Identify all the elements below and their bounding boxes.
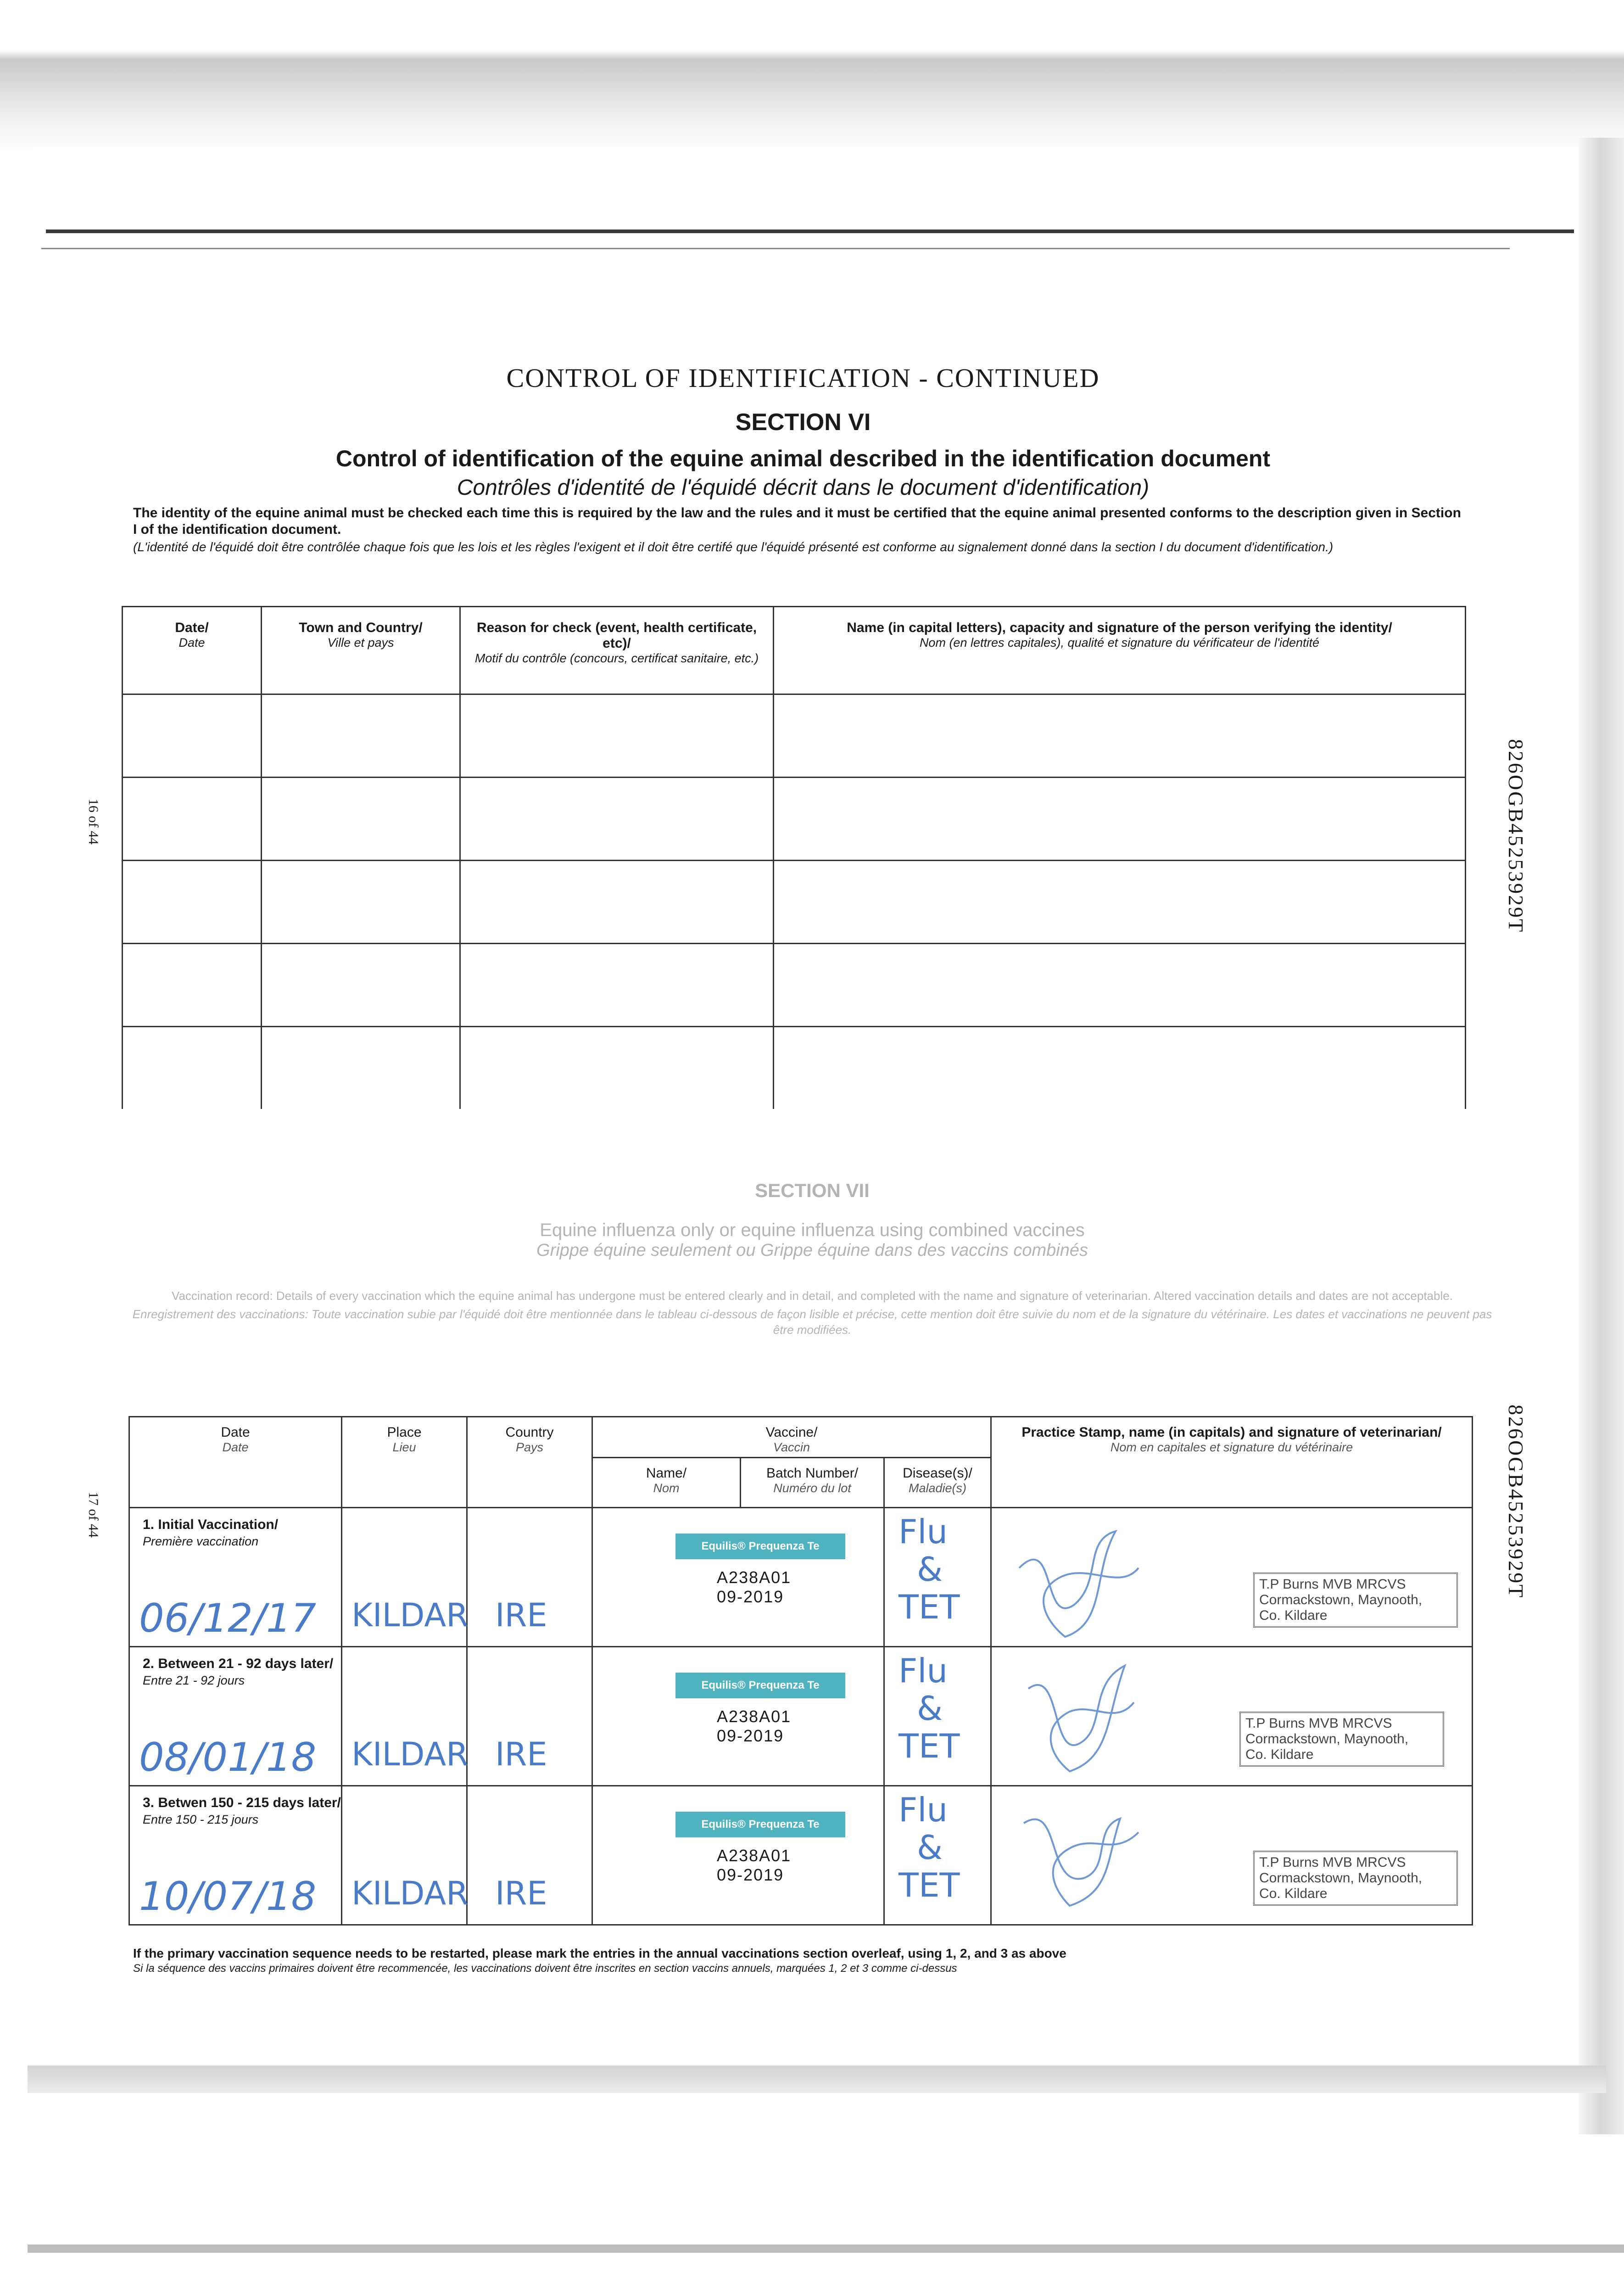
- handwritten-date: 06/12/17: [139, 1595, 317, 1641]
- stamp-cell[interactable]: [991, 1508, 1473, 1647]
- vaccine-sticker: Equilis® Prequenza Te: [675, 1534, 845, 1559]
- section-subtitle-fr: Contrôles d'identité de l'équidé décrit dans le document d'identification): [457, 476, 1150, 500]
- date-cell[interactable]: 2. Between 21 - 92 days later/ Entre 21 - 92 jours 08/01/18: [129, 1647, 342, 1786]
- page-number-bottom: 17 of 44: [86, 1492, 101, 1538]
- practice-stamp: T.P Burns MVB MRCVS Cormackstown, Maynooth, Co. Kildare: [1239, 1712, 1444, 1767]
- practice-stamp: T.P Burns MVB MRCVS Cormackstown, Maynooth, Co. Kildare: [1253, 1573, 1458, 1628]
- col-country-header: Country Pays: [467, 1417, 592, 1508]
- signature-icon: [1001, 1513, 1194, 1646]
- col-vaccine-header: Vaccine/ Vaccin: [592, 1417, 991, 1458]
- place-cell[interactable]: KILDAR: [342, 1508, 467, 1647]
- vaccine-label-cell[interactable]: [592, 1647, 884, 1786]
- passport-number-bottom: 826OGB45253929T: [1504, 1405, 1528, 1599]
- practice-stamp: T.P Burns MVB MRCVS Cormackstown, Maynooth, Co. Kildare: [1253, 1851, 1458, 1906]
- col-disease-header: Disease(s)/ Maladie(s): [884, 1458, 991, 1508]
- batch-number: A238A01 09-2019: [717, 1568, 792, 1606]
- page-title: CONTROL OF IDENTIFICATION - CONTINUED: [506, 363, 1100, 393]
- table-row[interactable]: [123, 944, 1466, 1027]
- signature-icon: [1001, 1791, 1194, 1924]
- handwritten-disease: Flu & TET: [899, 1512, 960, 1626]
- stamp-cell[interactable]: [991, 1786, 1473, 1925]
- col-name-header: Name (in capital letters), capacity and signature of the person verifying the identity/ Nom (en lettres capitales), qualité et signature du vérificateur de l'identité: [774, 607, 1466, 694]
- table-row[interactable]: [123, 861, 1466, 944]
- show-through-text: SECTION VII Equine influenza only or equine influenza using combined vaccines Grippe équine seulement ou Grippe équine dans des vaccins combinés Vaccination record: Details of every vaccination which the equine animal has undergone must be entered clearly and in detail, and completed with the name and signature of veterinarian. Altered vaccination details and dates are not acceptable. Enregistrement des vaccinations: Toute vaccination subie par l'équidé doit être mentionnée dans le tableau ci-dessous de façon lisible et précise, cette mention doit être suivie du nom et de la signature du vétérinaire. Les dates et vaccinations ne peuvent pas être modifiées.: [132, 1180, 1492, 1337]
- passport-number-top: 826OGB45253929T: [1504, 739, 1528, 934]
- place-cell[interactable]: KILDAR: [342, 1786, 467, 1925]
- table-row[interactable]: [123, 778, 1466, 861]
- date-cell[interactable]: 3. Betwen 150 - 215 days later/ Entre 150 - 215 jours 10/07/18: [129, 1786, 342, 1925]
- table-row[interactable]: [129, 1508, 1473, 1647]
- vaccine-sticker: Equilis® Prequenza Te: [675, 1673, 845, 1698]
- scan-edge-bottom: [28, 2245, 1624, 2253]
- disease-cell[interactable]: [884, 1786, 991, 1925]
- col-place-header: Place Lieu: [342, 1417, 467, 1508]
- page-edge-rule: [46, 230, 1574, 233]
- handwritten-date: 10/07/18: [139, 1874, 317, 1920]
- handwritten-disease: Flu & TET: [899, 1791, 960, 1904]
- table-row[interactable]: [129, 1786, 1473, 1925]
- col-batch-header: Batch Number/ Numéro du lot: [741, 1458, 884, 1508]
- batch-number: A238A01 09-2019: [717, 1707, 792, 1745]
- scan-shadow-bottom: [28, 2066, 1606, 2093]
- col-stamp-header: Practice Stamp, name (in capitals) and signature of veterinarian/ Nom en capitales et signature du vétérinaire: [991, 1417, 1473, 1508]
- place-cell[interactable]: KILDAR: [342, 1647, 467, 1786]
- country-cell[interactable]: IRE: [467, 1786, 592, 1925]
- page-edge-rule-2: [41, 248, 1510, 249]
- col-date-header: Date Date: [129, 1417, 342, 1508]
- col-reason-header: Reason for check (event, health certificate, etc)/ Motif du contrôle (concours, certificat sanitaire, etc.): [460, 607, 774, 694]
- stamp-cell[interactable]: [991, 1647, 1473, 1786]
- intro-text: The identity of the equine animal must be checked each time this is required by the law and the rules and it must be certified that the equine animal presented conforms to the description given in Section I of the identification document.: [133, 505, 1461, 537]
- table-row[interactable]: [123, 1027, 1466, 1109]
- vaccine-label-cell[interactable]: [592, 1508, 884, 1647]
- signature-icon: [1001, 1652, 1194, 1785]
- disease-cell[interactable]: [884, 1508, 991, 1647]
- vaccine-label-cell[interactable]: [592, 1786, 884, 1925]
- page-number-top: 16 of 44: [86, 799, 101, 845]
- date-cell[interactable]: 1. Initial Vaccination/ Première vaccination 06/12/17: [129, 1508, 342, 1647]
- identification-table: [122, 606, 1466, 1109]
- table-row[interactable]: [129, 1647, 1473, 1786]
- vaccine-sticker: Equilis® Prequenza Te: [675, 1812, 845, 1837]
- scan-shadow-top: [0, 0, 1624, 151]
- country-cell[interactable]: IRE: [467, 1508, 592, 1647]
- scan-shadow-right: [1579, 138, 1624, 2134]
- section-subtitle: Control of identification of the equine animal described in the identification document: [335, 446, 1271, 471]
- section-heading: SECTION VI: [735, 409, 871, 436]
- footer-note-fr: Si la séquence des vaccins primaires doivent être recommencée, les vaccinations doivent être inscrites en section vaccins annuels, marquées 1, 2 et 3 comme ci-dessus: [133, 1962, 957, 1975]
- handwritten-disease: Flu & TET: [899, 1651, 960, 1765]
- table-row[interactable]: [123, 694, 1466, 778]
- footer-note: If the primary vaccination sequence needs to be restarted, please mark the entries in the annual vaccinations section overleaf, using 1, 2, and 3 as above: [133, 1946, 1066, 1960]
- batch-number: A238A01 09-2019: [717, 1846, 792, 1884]
- col-vname-header: Name/ Nom: [592, 1458, 741, 1508]
- vaccination-table: [128, 1416, 1473, 1926]
- handwritten-date: 08/01/18: [139, 1735, 317, 1780]
- col-date-header: Date/ Date: [123, 607, 262, 694]
- disease-cell[interactable]: [884, 1647, 991, 1786]
- col-town-header: Town and Country/ Ville et pays: [262, 607, 460, 694]
- intro-text-fr: (L'identité de l'équidé doit être contrôlée chaque fois que les lois et les règles l'exigent et il doit être certifé que l'équidé présenté est conforme au signalement donné dans la section I du document d'identification.): [133, 540, 1334, 554]
- country-cell[interactable]: IRE: [467, 1647, 592, 1786]
